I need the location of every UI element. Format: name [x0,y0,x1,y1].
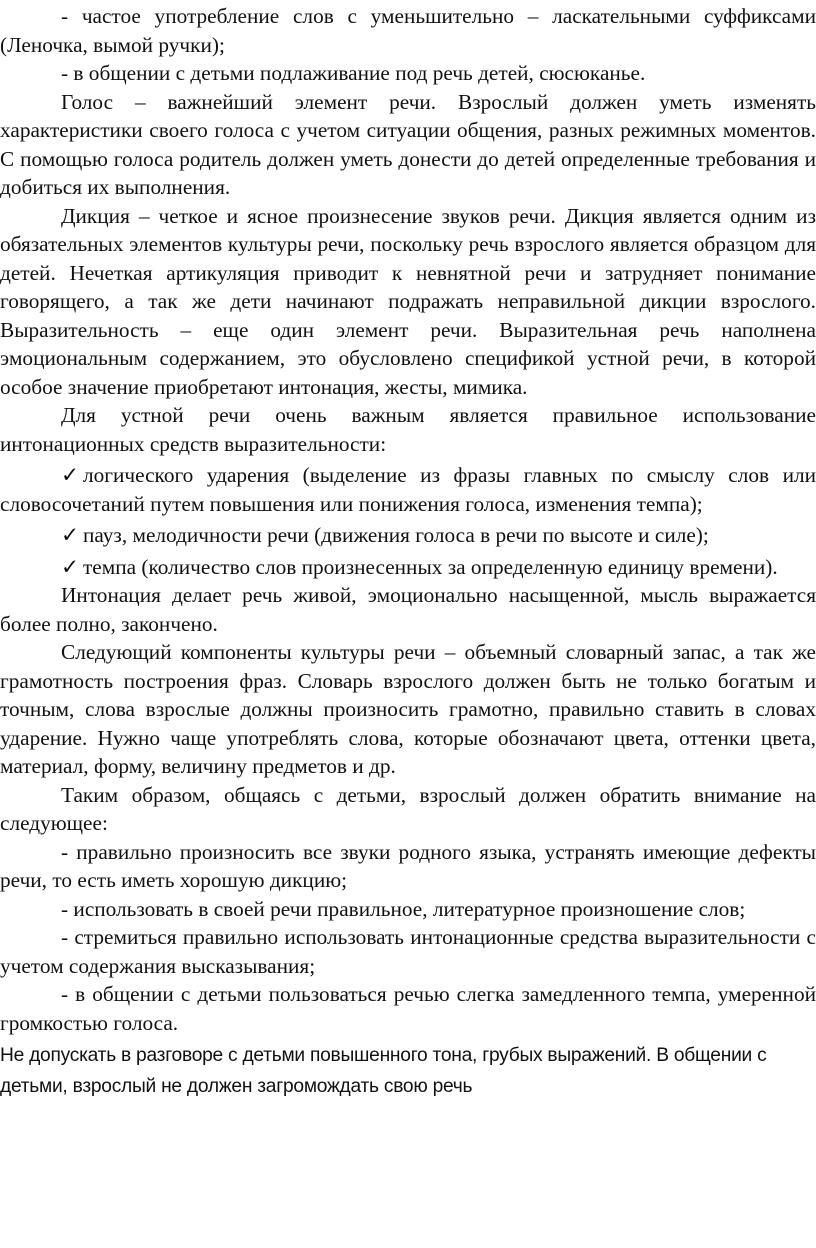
check-mark-icon: ✓ [61,463,79,487]
paragraph-intonation-effect: Интонация делает речь живой, эмоционально насыщенной, мысль выражается более полно, закончено. [0,583,816,636]
document-body [0,2,816,1037]
list-item-tempo-volume: - в общении с детьми пользоваться речью слегка замедленного темпа, умеренной громкостью голоса. [0,982,816,1035]
check-item-tempo [0,553,816,582]
paragraph-baby-talk: - в общении с детьми подлаживание под речь детей, сюсюканье. [61,61,646,85]
paragraph-diction: Дикция – четкое и ясное произнесение звуков речи. Дикция является одним из обязательных элементов культуры речи, поскольку речь взрослого является образцом для детей. Нечеткая артикуляция приводит к невнятной речи и затрудняет понимание говорящего, а так же дети начинают подражать неправильной дикции взрослого. Выразительность – еще один элемент речи. Выразительная речь наполнена эмоциональным содержанием, это обусловлено спецификой устной речи, в которой особое значение приобретают интонация, жесты, мимика. [0,203,816,399]
check-item-text: темпа (количество слов произнесенных за определенную единицу времени). [83,554,778,579]
check-mark-icon: ✓ [61,523,79,547]
paragraph-diminutive-suffixes: - частое употребление слов с уменьшительно – ласкательными суффиксами (Леночка, вымой ручки); [0,4,816,57]
check-item-pauses [0,521,816,550]
list-item-pronunciation: - правильно произносить все звуки родного языка, устранять имеющие дефекты речи, то есть иметь хорошую дикцию; [0,839,816,892]
check-item-text: пауз, мелодичности речи (движения голоса в речи по высоте и силе); [83,523,709,547]
check-item-text: логического ударения (выделение из фразы главных по смыслу слов или словосочетаний путем повышения или понижения голоса, изменения темпа); [0,463,816,516]
list-item-literary-pronunciation: - использовать в своей речи правильное, литературное произношение слов; [61,896,746,921]
paragraph-voice: Голос – важнейший элемент речи. Взрослый должен уметь изменять характеристики своего голоса с учетом ситуации общения, разных режимных моментов. С помощью голоса родитель должен уметь донести до детей определенные требования и добиться их выполнения. [0,89,816,199]
paragraph-vocabulary: Следующий компоненты культуры речи – объемный словарный запас, а так же грамотность построения фраз. Словарь взрослого должен быть не только богатым и точным, слова взрослые должны произносить грамотно, правильно ставить в словах ударение. Нужно чаще употреблять слова, которые обозначают цвета, оттенки цвета, материал, форму, величину предметов и др. [0,640,816,778]
closing-paragraph: Не допускать в разговоре с детьми повышенного тона, грубых выражений. В общении с детьми, взрослый не должен загромождать свою речь [0,1045,767,1097]
check-mark-icon: ✓ [61,554,79,579]
check-item-logical-stress [0,461,816,518]
paragraph-conclusion: Таким образом, общаясь с детьми, взрослый должен обратить внимание на следующее: [0,782,816,835]
paragraph-intonation-means: Для устной речи очень важным является правильное использование интонационных средств выразительности: [0,403,816,456]
list-item-intonation: - стремиться правильно использовать интонационные средства выразительности с учетом содержания высказывания; [0,925,816,978]
